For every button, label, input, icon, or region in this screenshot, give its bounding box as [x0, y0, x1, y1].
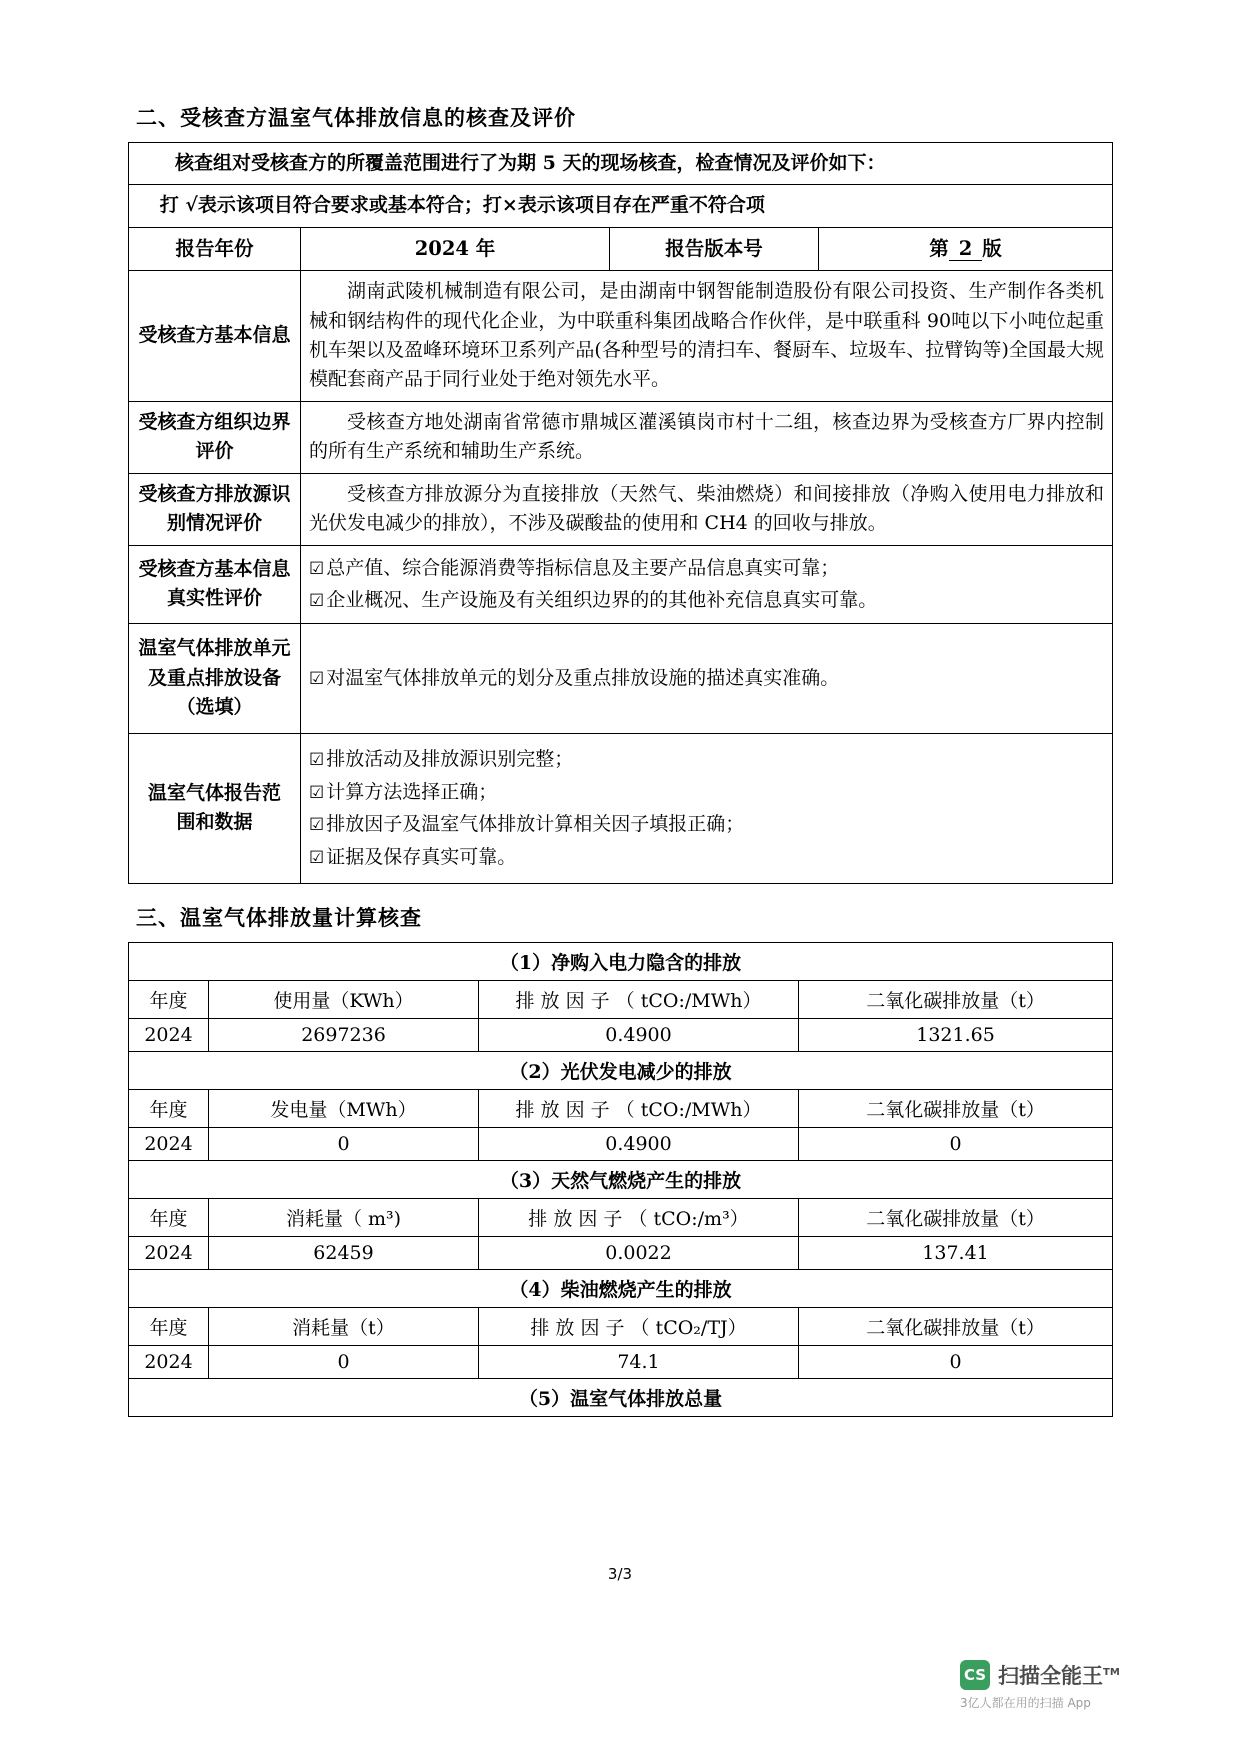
checkbox-checked-icon: ☑ — [309, 782, 325, 803]
checkbox-checked-icon: ☑ — [309, 750, 325, 771]
page-number: 3/3 — [607, 1565, 633, 1583]
version-suffix: 版 — [982, 236, 1002, 260]
year-label-cell — [129, 227, 301, 270]
table-row-data — [129, 1127, 1113, 1160]
header-cell: 年度 — [129, 980, 209, 1018]
year-label: 报告年份 — [175, 237, 254, 261]
year-value-cell — [301, 227, 1113, 270]
data-cell: 0.4900 — [479, 1018, 799, 1051]
row-label-emission-units-text: 温室气体排放单元及重点排放设备（选填） — [138, 637, 291, 719]
header-cell: 使用量（KWh） — [209, 980, 479, 1018]
row-value-report-scope — [301, 733, 1113, 883]
table-row-basic-info — [129, 271, 1113, 402]
header-cell: 消耗量（t） — [209, 1307, 479, 1345]
table-row-header — [129, 1307, 1113, 1345]
check-text: 排放活动及排放源识别完整； — [326, 748, 574, 771]
data-cell: 1321.65 — [799, 1018, 1113, 1051]
table-row-report-scope — [129, 733, 1113, 883]
table-row-header — [129, 980, 1113, 1018]
table-row-caption — [129, 1269, 1113, 1307]
header-cell: 二氧化碳排放量（t） — [799, 1089, 1113, 1127]
year-value: 2024 年 — [301, 228, 610, 270]
table-row-source-id — [129, 473, 1113, 545]
checkbox-checked-icon: ☑ — [309, 815, 325, 836]
row-label-boundary: 受核查方组织边界评价 — [129, 401, 301, 473]
header-cell: 二氧化碳排放量（t） — [799, 1198, 1113, 1236]
check-line — [309, 584, 1104, 617]
data-cell: 2024 — [129, 1127, 209, 1160]
emission-calculation-table — [128, 942, 1113, 1417]
data-cell: 62459 — [209, 1236, 479, 1269]
data-cell: 2024 — [129, 1345, 209, 1378]
checkbox-checked-icon: ☑ — [309, 669, 325, 690]
row-label-authenticity: 受核查方基本信息真实性评价 — [129, 545, 301, 623]
table-row-header — [129, 1198, 1113, 1236]
data-cell: 2024 — [129, 1018, 209, 1051]
data-cell: 137.41 — [799, 1236, 1113, 1269]
intro-text-1: 核查组对受核查方的所覆盖范围进行了为期 5 天的现场核查，检查情况及评价如下： — [129, 143, 1113, 185]
row-label-emission-units — [129, 623, 301, 733]
data-cell: 2697236 — [209, 1018, 479, 1051]
checkbox-checked-icon: ☑ — [309, 591, 325, 612]
header-cell: 二氧化碳排放量（t） — [799, 1307, 1113, 1345]
checkbox-checked-icon: ☑ — [309, 848, 325, 869]
watermark-title-text: 扫描全能王 — [998, 1664, 1103, 1688]
table-row-data — [129, 1345, 1113, 1378]
table-row-caption — [129, 1160, 1113, 1198]
header-cell: 排 放 因 子 （ tCO:/MWh） — [479, 1089, 799, 1127]
data-cell: 74.1 — [479, 1345, 799, 1378]
block-caption-1: （1）净购入电力隐含的排放 — [129, 942, 1113, 980]
row-label-source-id: 受核查方排放源识别情况评价 — [129, 473, 301, 545]
row-value-basic-info: 湖南武陵机械制造有限公司，是由湖南中钢智能制造股份有限公司投资、生产制作各类机械和钢结构件的现代化企业，为中联重科集团战略合作伙伴，是中联重科 90吨以下小吨位起重机车架以及盈峰环境环卫系列产品(各种型号的清扫车、餐厨车、垃圾车、拉臂钩等)全国最大规模配套商产品于同行业处于绝对领先水平。 — [301, 271, 1113, 402]
table-row-boundary — [129, 401, 1113, 473]
header-cell: 年度 — [129, 1307, 209, 1345]
table-row-year — [129, 227, 1113, 270]
version-prefix: 第 — [929, 236, 949, 260]
header-cell: 排 放 因 子 （ tCO:/MWh） — [479, 980, 799, 1018]
table-row-caption — [129, 942, 1113, 980]
row-label-basic-info: 受核查方基本信息 — [129, 271, 301, 402]
block-caption-5: （5）温室气体排放总量 — [129, 1378, 1113, 1416]
check-text: 证据及保存真实可靠。 — [326, 846, 517, 869]
block-caption-2: （2）光伏发电减少的排放 — [129, 1051, 1113, 1089]
header-cell: 消耗量（ m³) — [209, 1198, 479, 1236]
data-cell: 0 — [209, 1345, 479, 1378]
header-cell: 年度 — [129, 1089, 209, 1127]
row-value-authenticity — [301, 545, 1113, 623]
camscanner-logo-icon: CS — [960, 1660, 990, 1690]
table-row-intro2 — [129, 185, 1113, 227]
check-text: 对温室气体排放单元的划分及重点排放设施的描述真实准确。 — [326, 667, 840, 690]
watermark — [960, 1660, 1180, 1711]
header-cell: 发电量（MWh） — [209, 1089, 479, 1127]
data-cell: 0 — [799, 1127, 1113, 1160]
watermark-subtitle: 3亿人都在用的扫描 App — [960, 1696, 1091, 1710]
row-value-source-id: 受核查方排放源分为直接排放（天然气、柴油燃烧）和间接排放（净购入使用电力排放和光伏发电减少的排放），不涉及碳酸盐的使用和 CH4 的回收与排放。 — [301, 473, 1113, 545]
table-row-intro1 — [129, 143, 1113, 185]
data-cell: 0 — [799, 1345, 1113, 1378]
table-row-authenticity — [129, 545, 1113, 623]
watermark-row — [960, 1660, 1180, 1690]
version-value: 2 — [949, 237, 983, 261]
row-value-emission-units — [301, 623, 1113, 733]
check-text: 企业概况、生产设施及有关组织边界的的其他补充信息真实可靠。 — [326, 589, 878, 612]
table-row-caption — [129, 1051, 1113, 1089]
table-row-data — [129, 1236, 1113, 1269]
check-line — [309, 552, 1104, 585]
table-row-header — [129, 1089, 1113, 1127]
data-cell: 0 — [209, 1127, 479, 1160]
check-text: 排放因子及温室气体排放计算相关因子填报正确； — [326, 813, 745, 836]
check-text: 计算方法选择正确； — [326, 780, 498, 803]
section-3-title: 三、温室气体排放量计算核查 — [136, 905, 422, 930]
watermark-title — [998, 1660, 1120, 1690]
block-caption-4: （4）柴油燃烧产生的排放 — [129, 1269, 1113, 1307]
table-row-caption — [129, 1378, 1113, 1416]
section-2-title: 二、受核查方温室气体排放信息的核查及评价 — [136, 106, 576, 130]
verification-table — [128, 142, 1113, 884]
data-cell: 0.0022 — [479, 1236, 799, 1269]
version-label: 报告版本号 — [610, 228, 819, 270]
header-cell: 排 放 因 子 （ tCO₂/TJ） — [479, 1307, 799, 1345]
check-line — [309, 662, 1104, 695]
check-line — [309, 776, 1104, 809]
check-line — [309, 743, 1104, 776]
data-cell: 0.4900 — [479, 1127, 799, 1160]
checkbox-checked-icon: ☑ — [309, 558, 325, 579]
row-label-report-scope: 温室气体报告范 围和数据 — [129, 733, 301, 883]
table-row-emission-units — [129, 623, 1113, 733]
trademark-icon: TM — [1103, 1667, 1120, 1678]
check-line — [309, 808, 1104, 841]
header-cell: 排 放 因 子 （ tCO:/m³） — [479, 1198, 799, 1236]
block-caption-3: （3）天然气燃烧产生的排放 — [129, 1160, 1113, 1198]
header-cell: 年度 — [129, 1198, 209, 1236]
check-line — [309, 841, 1104, 874]
table-row-data — [129, 1018, 1113, 1051]
intro-text-2: 打 √表示该项目符合要求或基本符合；打×表示该项目存在严重不符合项 — [129, 185, 1113, 227]
check-text: 总产值、综合能源消费等指标信息及主要产品信息真实可靠； — [326, 556, 840, 579]
row-value-boundary: 受核查方地处湖南省常德市鼎城区灌溪镇岗市村十二组，核查边界为受核查方厂界内控制的所有生产系统和辅助生产系统。 — [301, 401, 1113, 473]
header-cell: 二氧化碳排放量（t） — [799, 980, 1113, 1018]
data-cell: 2024 — [129, 1236, 209, 1269]
